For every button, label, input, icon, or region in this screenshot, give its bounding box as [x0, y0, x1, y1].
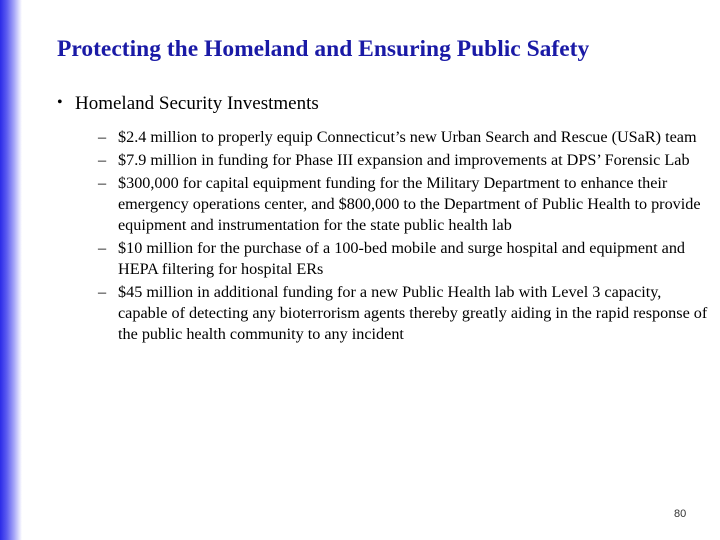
list-item	[98, 173, 710, 236]
list-item	[98, 282, 710, 345]
main-bullet-text: Homeland Security Investments	[75, 93, 319, 114]
dash-icon: –	[98, 283, 107, 301]
left-accent-bar	[0, 0, 22, 540]
slide-title: Protecting the Homeland and Ensuring Public Safety	[57, 36, 590, 62]
dash-icon: –	[98, 151, 107, 169]
list-item	[98, 238, 710, 280]
list-item-text: $300,000 for capital equipment funding for the Military Department to enhance their emergency operations center, and $800,000 to the Department of Public Health to provide equipment and instrumentation for the state public health lab	[118, 174, 701, 234]
page-number: 80	[674, 508, 687, 520]
list-item	[98, 127, 710, 148]
list-item	[98, 150, 710, 171]
list-item-text: $10 million for the purchase of a 100-bed mobile and surge hospital and equipment and HEPA filtering for hospital ERs	[118, 239, 686, 278]
dash-icon: –	[98, 174, 107, 192]
sub-bullet-list	[98, 127, 710, 347]
list-item-text: $2.4 million to properly equip Connecticut’s new Urban Search and Rescue (USaR) team	[118, 128, 697, 146]
list-item-text: $7.9 million in funding for Phase III expansion and improvements at DPS’ Forensic Lab	[118, 151, 690, 169]
dash-icon: –	[98, 128, 107, 146]
main-bullet	[57, 93, 319, 115]
bullet-icon: •	[57, 94, 63, 111]
list-item-text: $45 million in additional funding for a new Public Health lab with Level 3 capacity, capable of detecting any bioterrorism agents thereby greatly aiding in the rapid response of the public health community to any incident	[118, 283, 708, 343]
dash-icon: –	[98, 239, 107, 257]
